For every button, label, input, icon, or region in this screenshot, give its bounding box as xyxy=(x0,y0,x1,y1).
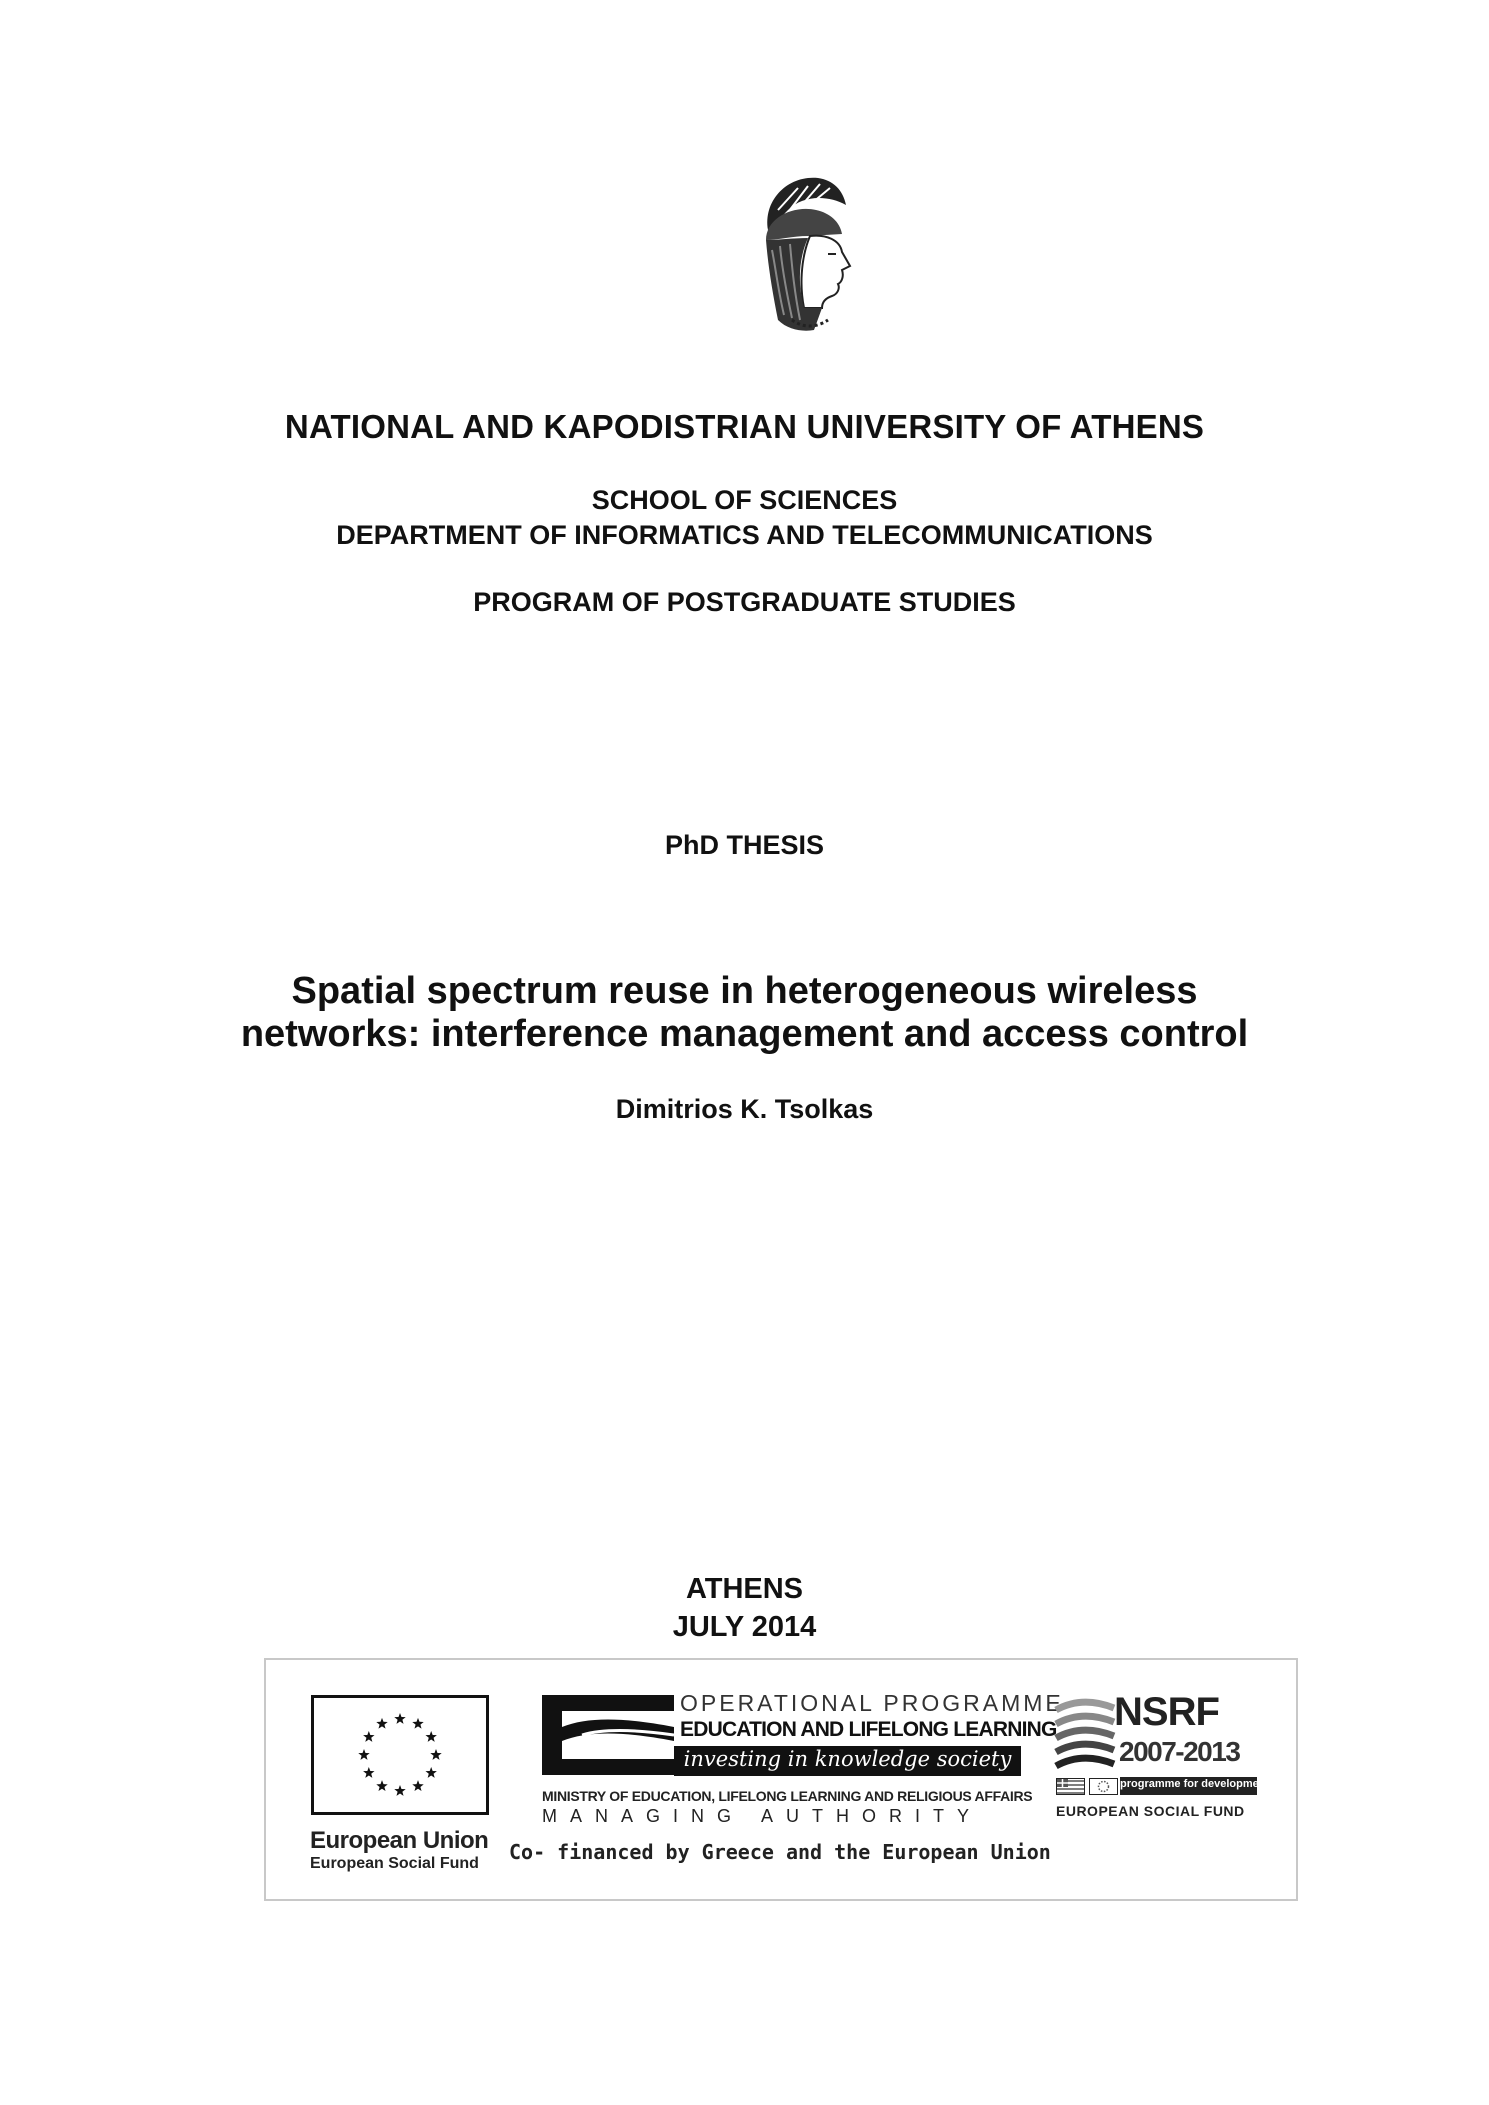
nsrf-tag-label: programme for development xyxy=(1120,1778,1270,1790)
eu-star-icon xyxy=(425,1731,436,1742)
department-name: DEPARTMENT OF INFORMATICS AND TELECOMMUNICATIONS xyxy=(336,520,1153,550)
funding-logos-box xyxy=(264,1658,1298,1901)
eu-stars-flag-icon xyxy=(311,1695,489,1815)
eu-star-icon xyxy=(363,1767,374,1778)
eu-star-icon xyxy=(412,1718,423,1729)
school-name: SCHOOL OF SCIENCES xyxy=(591,485,898,515)
eu-star-icon xyxy=(358,1749,369,1760)
cofinanced-label: Co- financed by Greece and the European Union xyxy=(509,1840,1051,1864)
thesis-title-line-2: networks: interference management and access control xyxy=(240,1013,1249,1055)
thesis-author: Dimitrios K. Tsolkas xyxy=(615,1094,874,1124)
waves-icon xyxy=(1054,1698,1116,1778)
university-name: NATIONAL AND KAPODISTRIAN UNIVERSITY OF ATHENS xyxy=(284,408,1205,445)
eu-star-icon xyxy=(412,1780,423,1791)
eu-star-icon xyxy=(394,1785,405,1796)
eu-star-icon xyxy=(363,1731,374,1742)
thesis-title-line-1: Spatial spectrum reuse in heterogeneous wireless xyxy=(291,970,1198,1012)
open-book-icon xyxy=(542,1695,674,1775)
eu-star-icon xyxy=(425,1767,436,1778)
eu-fund-label: European Social Fund xyxy=(310,1855,479,1872)
nsrf-years: 2007-2013 xyxy=(1119,1736,1240,1767)
op-invest-label: investing in knowledge society xyxy=(683,1747,1012,1771)
op-education-label: EDUCATION AND LIFELONG LEARNING xyxy=(680,1718,1057,1741)
eu-star-icon xyxy=(394,1713,405,1724)
esf-label: EUROPEAN SOCIAL FUND xyxy=(1056,1803,1245,1819)
greek-eu-flags-icon xyxy=(1056,1778,1118,1795)
university-logo-athena-head-icon xyxy=(748,170,858,340)
thesis-type: PhD THESIS xyxy=(664,830,825,860)
eu-name: European Union xyxy=(310,1827,489,1854)
date: JULY 2014 xyxy=(672,1611,817,1643)
eu-star-icon xyxy=(376,1718,387,1729)
op-programme-label: OPERATIONAL PROGRAMME xyxy=(680,1690,1064,1716)
op-managing-label: MANAGING AUTHORITY xyxy=(542,1806,983,1826)
nsrf-title: NSRF xyxy=(1114,1690,1219,1734)
eu-star-icon xyxy=(430,1749,441,1760)
eu-star-icon xyxy=(376,1780,387,1791)
city: ATHENS xyxy=(685,1573,804,1605)
program-name: PROGRAM OF POSTGRADUATE STUDIES xyxy=(473,587,1016,617)
op-ministry-label: MINISTRY OF EDUCATION, LIFELONG LEARNING AND RELIGIOUS AFFAIRS xyxy=(542,1788,1033,1804)
